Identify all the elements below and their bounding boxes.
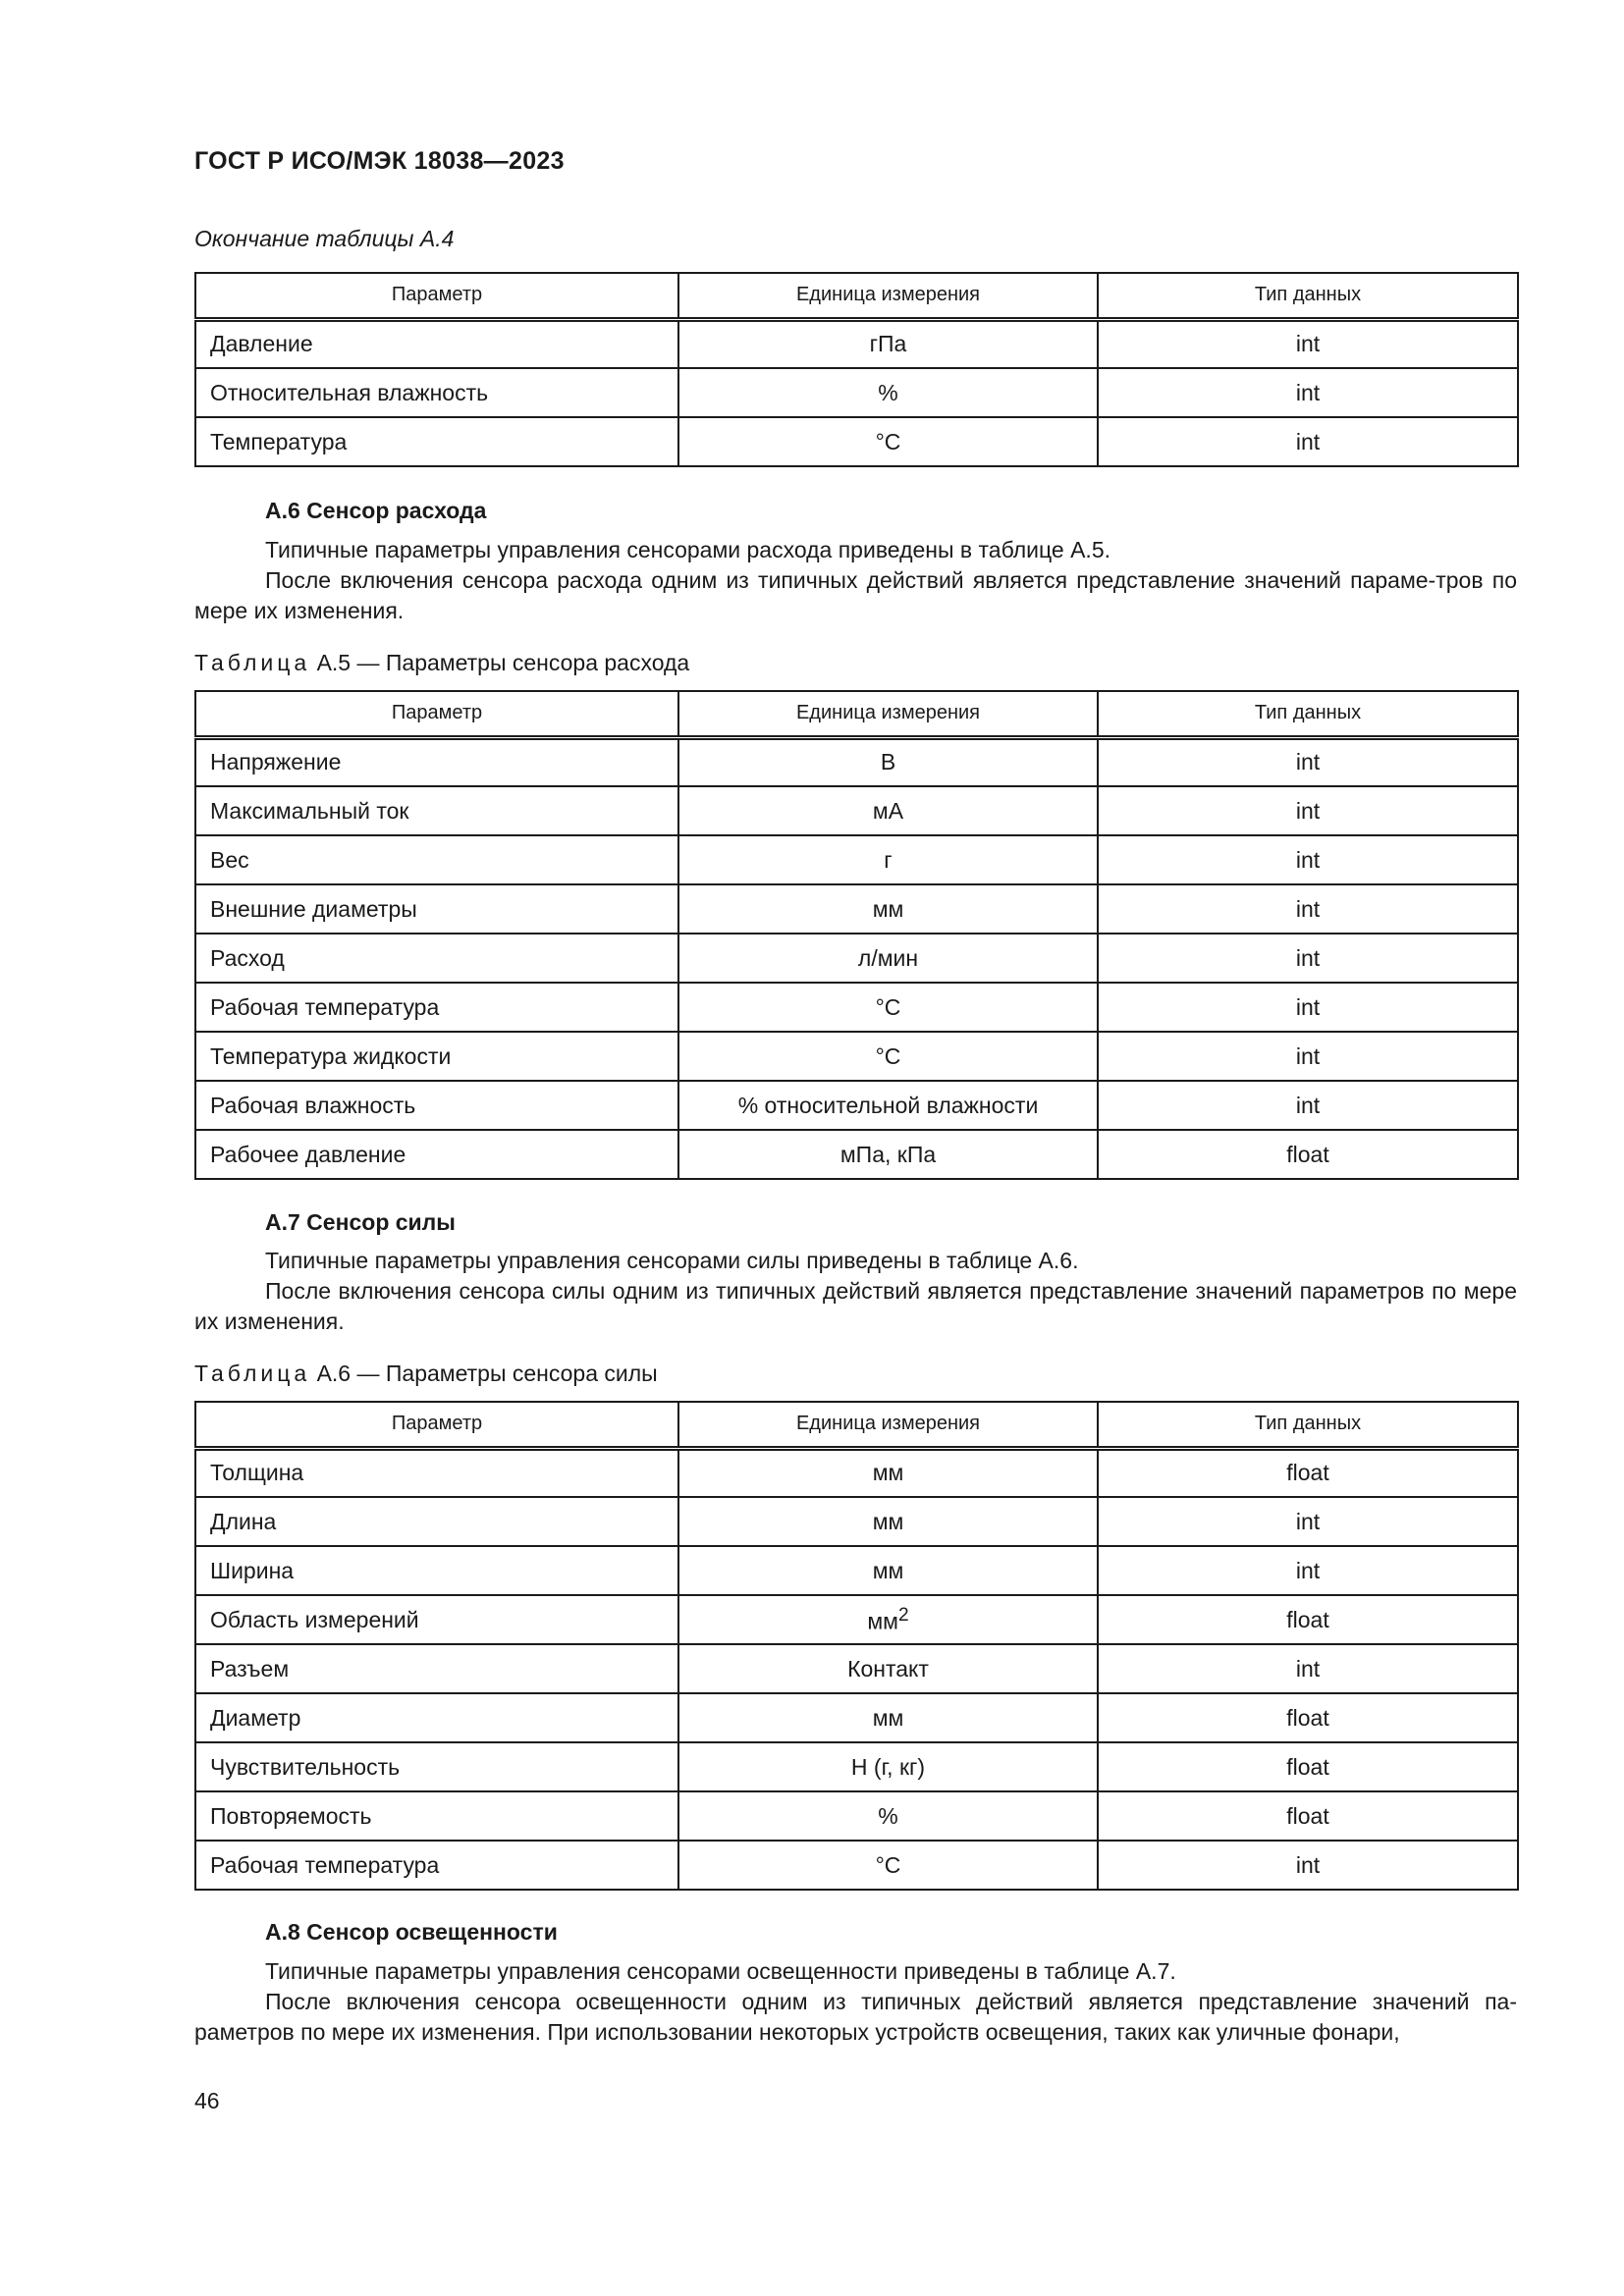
paragraph-text: После включения сенсора освещенности одним из типичных действий является представление значений па-раметров по мере их изменения. При использовании некоторых устройств освещения, таких как уличные фонари, bbox=[194, 1989, 1517, 2045]
table-row bbox=[195, 319, 1518, 368]
param-cell: Температура bbox=[195, 417, 678, 466]
document-header: ГОСТ Р ИСО/МЭК 18038—2023 bbox=[194, 147, 565, 175]
type-cell: int bbox=[1098, 1841, 1518, 1890]
section-heading-a8: А.8 Сенсор освещенности bbox=[265, 1919, 558, 1945]
page-number: 46 bbox=[194, 2088, 220, 2113]
column-header: Единица измерения bbox=[678, 273, 1098, 319]
param-cell: Разъем bbox=[195, 1644, 678, 1693]
param-cell: Область измерений bbox=[195, 1595, 678, 1644]
type-cell: int bbox=[1098, 835, 1518, 884]
unit-cell: мПа, кПа bbox=[678, 1130, 1098, 1179]
paragraph bbox=[194, 1956, 1517, 1987]
table-row bbox=[195, 1791, 1518, 1841]
paragraph-text: Типичные параметры управления сенсорами силы приведены в таблице А.6. bbox=[265, 1248, 1079, 1273]
caption-prefix: Таблица bbox=[194, 650, 311, 675]
table-row bbox=[195, 1546, 1518, 1595]
unit-cell: мм bbox=[678, 1546, 1098, 1595]
column-header: Тип данных bbox=[1098, 691, 1518, 737]
type-cell: float bbox=[1098, 1595, 1518, 1644]
table-row bbox=[195, 1742, 1518, 1791]
unit-cell: Контакт bbox=[678, 1644, 1098, 1693]
table-row bbox=[195, 368, 1518, 417]
unit-cell: мм bbox=[678, 1448, 1098, 1497]
param-cell: Давление bbox=[195, 319, 678, 368]
param-cell: Длина bbox=[195, 1497, 678, 1546]
unit-cell: °C bbox=[678, 1032, 1098, 1081]
type-cell: int bbox=[1098, 368, 1518, 417]
param-cell: Ширина bbox=[195, 1546, 678, 1595]
param-cell: Чувствительность bbox=[195, 1742, 678, 1791]
unit-cell: В bbox=[678, 737, 1098, 786]
type-cell: float bbox=[1098, 1693, 1518, 1742]
paragraph bbox=[194, 535, 1517, 565]
type-cell: int bbox=[1098, 737, 1518, 786]
table-row bbox=[195, 737, 1518, 786]
param-cell: Напряжение bbox=[195, 737, 678, 786]
paragraph bbox=[194, 565, 1517, 626]
table-header-row bbox=[195, 691, 1518, 737]
table-a4-end bbox=[194, 272, 1519, 467]
unit-cell: мм bbox=[678, 1693, 1098, 1742]
param-cell: Рабочее давление bbox=[195, 1130, 678, 1179]
type-cell: int bbox=[1098, 1497, 1518, 1546]
column-header: Параметр bbox=[195, 1402, 678, 1448]
table-a5-caption bbox=[194, 650, 689, 676]
column-header: Параметр bbox=[195, 273, 678, 319]
table-row bbox=[195, 1693, 1518, 1742]
type-cell: float bbox=[1098, 1448, 1518, 1497]
type-cell: int bbox=[1098, 1644, 1518, 1693]
table-row bbox=[195, 983, 1518, 1032]
unit-cell: °C bbox=[678, 983, 1098, 1032]
unit-cell: % относительной влажности bbox=[678, 1081, 1098, 1130]
table-row bbox=[195, 1595, 1518, 1644]
unit-cell: °C bbox=[678, 417, 1098, 466]
table-a5 bbox=[194, 690, 1519, 1180]
type-cell: int bbox=[1098, 417, 1518, 466]
table-row bbox=[195, 417, 1518, 466]
param-cell: Внешние диаметры bbox=[195, 884, 678, 934]
type-cell: int bbox=[1098, 1032, 1518, 1081]
table-row bbox=[195, 1497, 1518, 1546]
paragraph-text: Типичные параметры управления сенсорами расхода приведены в таблице А.5. bbox=[265, 537, 1110, 562]
table-row bbox=[195, 835, 1518, 884]
paragraph bbox=[194, 1987, 1517, 2048]
table-row bbox=[195, 884, 1518, 934]
type-cell: float bbox=[1098, 1742, 1518, 1791]
table-row bbox=[195, 786, 1518, 835]
caption-text: А.6 — Параметры сенсора силы bbox=[316, 1361, 658, 1386]
column-header: Единица измерения bbox=[678, 1402, 1098, 1448]
param-cell: Рабочая температура bbox=[195, 1841, 678, 1890]
unit-cell: л/мин bbox=[678, 934, 1098, 983]
column-header: Тип данных bbox=[1098, 273, 1518, 319]
unit-superscript: 2 bbox=[897, 1604, 909, 1626]
table-row bbox=[195, 1032, 1518, 1081]
paragraph-text: После включения сенсора расхода одним из типичных действий является представление значений параме-тров по мере их изменения. bbox=[194, 567, 1517, 623]
unit-cell bbox=[678, 1595, 1098, 1644]
table-row bbox=[195, 934, 1518, 983]
paragraph bbox=[194, 1246, 1517, 1276]
paragraph bbox=[194, 1276, 1517, 1337]
table-header-row bbox=[195, 1402, 1518, 1448]
unit-cell: г bbox=[678, 835, 1098, 884]
unit-cell: % bbox=[678, 368, 1098, 417]
type-cell: int bbox=[1098, 319, 1518, 368]
column-header: Тип данных bbox=[1098, 1402, 1518, 1448]
column-header: Единица измерения bbox=[678, 691, 1098, 737]
param-cell: Максимальный ток bbox=[195, 786, 678, 835]
table-row bbox=[195, 1644, 1518, 1693]
type-cell: float bbox=[1098, 1791, 1518, 1841]
paragraph-text: Типичные параметры управления сенсорами освещенности приведены в таблице А.7. bbox=[265, 1958, 1176, 1984]
param-cell: Толщина bbox=[195, 1448, 678, 1497]
unit-cell: мм bbox=[678, 1497, 1098, 1546]
param-cell: Вес bbox=[195, 835, 678, 884]
table-header-row bbox=[195, 273, 1518, 319]
type-cell: int bbox=[1098, 884, 1518, 934]
unit-cell: Н (г, кг) bbox=[678, 1742, 1098, 1791]
paragraph-text: После включения сенсора силы одним из типичных действий является представление значений параметров по мере их изменения. bbox=[194, 1278, 1517, 1334]
table-row bbox=[195, 1081, 1518, 1130]
table-a6-caption bbox=[194, 1361, 658, 1387]
unit-cell: мм bbox=[678, 884, 1098, 934]
section-heading-a6: А.6 Сенсор расхода bbox=[265, 498, 487, 523]
param-cell: Диаметр bbox=[195, 1693, 678, 1742]
unit-cell: °C bbox=[678, 1841, 1098, 1890]
param-cell: Рабочая влажность bbox=[195, 1081, 678, 1130]
type-cell: int bbox=[1098, 983, 1518, 1032]
table-a4-caption: Окончание таблицы А.4 bbox=[194, 226, 455, 251]
section-heading-a7: А.7 Сенсор силы bbox=[265, 1209, 456, 1235]
type-cell: int bbox=[1098, 786, 1518, 835]
type-cell: int bbox=[1098, 934, 1518, 983]
table-a6 bbox=[194, 1401, 1519, 1891]
unit-text: мм bbox=[867, 1608, 898, 1634]
caption-prefix: Таблица bbox=[194, 1361, 311, 1386]
type-cell: int bbox=[1098, 1546, 1518, 1595]
param-cell: Повторяемость bbox=[195, 1791, 678, 1841]
type-cell: int bbox=[1098, 1081, 1518, 1130]
param-cell: Рабочая температура bbox=[195, 983, 678, 1032]
table-row bbox=[195, 1448, 1518, 1497]
column-header: Параметр bbox=[195, 691, 678, 737]
table-row bbox=[195, 1130, 1518, 1179]
unit-cell: гПа bbox=[678, 319, 1098, 368]
param-cell: Относительная влажность bbox=[195, 368, 678, 417]
unit-cell: % bbox=[678, 1791, 1098, 1841]
table-row bbox=[195, 1841, 1518, 1890]
caption-text: А.5 — Параметры сенсора расхода bbox=[316, 650, 690, 675]
param-cell: Температура жидкости bbox=[195, 1032, 678, 1081]
unit-cell: мА bbox=[678, 786, 1098, 835]
param-cell: Расход bbox=[195, 934, 678, 983]
type-cell: float bbox=[1098, 1130, 1518, 1179]
